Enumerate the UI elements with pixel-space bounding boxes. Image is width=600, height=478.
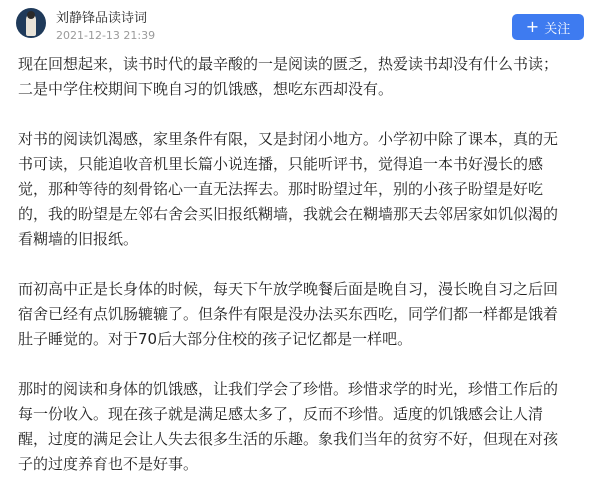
paragraph-1	[18, 52, 584, 102]
follow-button[interactable]	[512, 14, 584, 40]
paragraph-3	[18, 277, 584, 352]
follow-button-label: 关注	[544, 21, 571, 37]
text-line: 觉，那种等待的刻骨铭心一直无法挥去。那时盼望过年，别的小孩子盼望是好吃	[18, 180, 544, 198]
plus-icon: +	[525, 17, 540, 36]
text-line: 看糊墙的旧报纸。	[18, 230, 139, 248]
post-timestamp: 2021-12-13 21:39	[56, 29, 156, 42]
text-line: 肚子睡觉的。对于70后大部分住校的孩子记忆都是一样吧。	[18, 330, 413, 348]
paragraph-2	[18, 127, 584, 252]
text-line: 那时的阅读和身体的饥饿感，让我们学会了珍惜。珍惜求学的时光，珍惜工作后的	[18, 380, 559, 398]
text-line: 书可读，只能追收音机里长篇小说连播，只能听评书，觉得追一本书好漫长的感	[18, 155, 544, 173]
post-header	[0, 0, 600, 56]
paragraph-4	[18, 377, 584, 477]
text-line: 宿舍已经有点饥肠辘辘了。但条件有限是没办法买东西吃，同学们都一样都是饿着	[18, 305, 559, 323]
text-line: 子的过度养育也不是好事。	[18, 455, 199, 473]
text-line: 对书的阅读饥渴感，家里条件有限，又是封闭小地方。小学初中除了课本，真的无	[18, 130, 559, 148]
author-avatar[interactable]	[16, 8, 46, 38]
text-line: 的，我的盼望是左邻右舍会买旧报纸糊墙，我就会在糊墙那天去邻居家如饥似渴的	[18, 205, 559, 223]
article-body	[18, 52, 584, 478]
text-line: 现在回想起来，读书时代的最辛酸的一是阅读的匮乏，热爱读书却没有什么书读；	[18, 55, 559, 73]
text-line: 而初高中正是长身体的时候，每天下午放学晚餐后面是晚自习，漫长晚自习之后回	[18, 280, 559, 298]
avatar-head	[27, 11, 35, 19]
text-line: 醒，过度的满足会让人失去很多生活的乐趣。象我们当年的贫穷不好，但现在对孩	[18, 430, 559, 448]
text-line: 二是中学住校期间下晚自习的饥饿感，想吃东西却没有。	[18, 80, 394, 98]
text-line: 每一份收入。现在孩子就是满足感太多了，反而不珍惜。适度的饥饿感会让人清	[18, 405, 544, 423]
author-name[interactable]: 刘静锋品读诗词	[56, 11, 148, 26]
